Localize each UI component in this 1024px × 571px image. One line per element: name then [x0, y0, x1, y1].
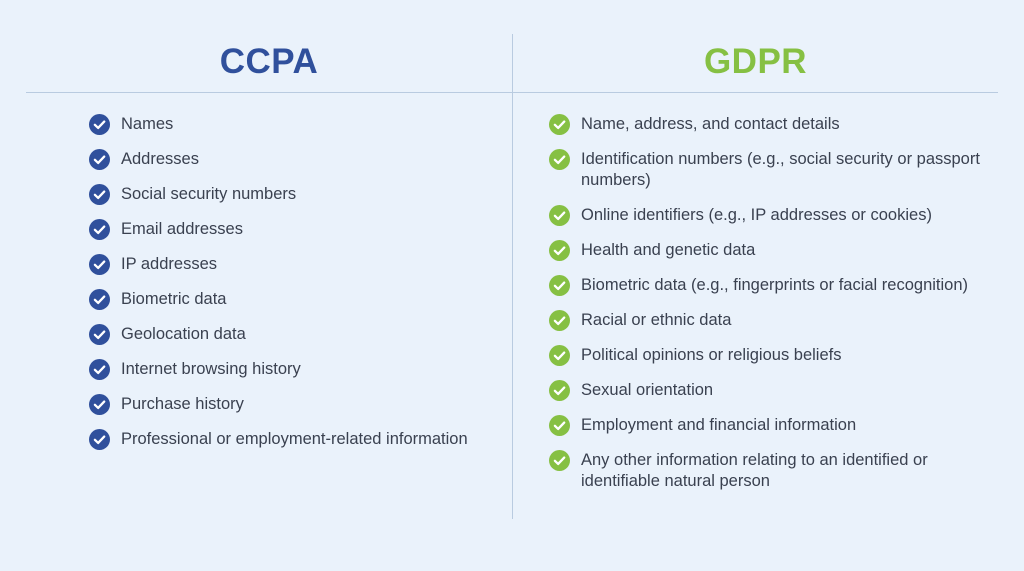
list-item — [89, 219, 469, 240]
ccpa-list — [89, 114, 469, 464]
gdpr-list — [549, 114, 989, 506]
check-circle-icon — [89, 324, 110, 345]
list-item-label: Email addresses — [121, 220, 243, 238]
list-item — [89, 429, 469, 450]
list-item-label: Sexual orientation — [581, 381, 714, 399]
list-item-label: Internet browsing history — [121, 360, 301, 378]
list-item — [549, 114, 989, 135]
check-circle-icon — [89, 394, 110, 415]
check-circle-icon — [89, 359, 110, 380]
check-circle-icon — [549, 149, 570, 170]
check-circle-icon — [549, 380, 570, 401]
list-item — [89, 184, 469, 205]
list-item — [549, 240, 989, 261]
check-circle-icon — [549, 310, 570, 331]
list-item-label: Racial or ethnic data — [581, 311, 732, 329]
list-item — [89, 394, 469, 415]
list-item-label: Social security numbers — [121, 185, 297, 203]
list-item-label: Biometric data — [121, 290, 227, 308]
list-item — [549, 310, 989, 331]
check-circle-icon — [89, 219, 110, 240]
list-item-label: Geolocation data — [121, 325, 246, 343]
list-item — [549, 415, 989, 436]
list-item — [89, 289, 469, 310]
check-circle-icon — [89, 149, 110, 170]
check-circle-icon — [549, 114, 570, 135]
list-item — [549, 345, 989, 366]
list-item — [549, 149, 989, 191]
gdpr-title: GDPR — [703, 42, 808, 81]
list-item — [549, 205, 989, 226]
list-item-label: Names — [121, 115, 174, 133]
check-circle-icon — [549, 205, 570, 226]
check-circle-icon — [89, 429, 110, 450]
header-divider — [26, 92, 998, 93]
list-item-label: IP addresses — [121, 255, 218, 273]
list-item-label: Employment and financial information — [581, 416, 857, 434]
list-item-label: Health and genetic data — [581, 241, 756, 259]
list-item — [89, 114, 469, 135]
list-item-label: Biometric data (e.g., fingerprints or facial recognition) — [581, 276, 969, 294]
list-item-label: Addresses — [121, 150, 199, 168]
check-circle-icon — [549, 345, 570, 366]
column-divider — [512, 34, 513, 519]
check-circle-icon — [89, 289, 110, 310]
check-circle-icon — [549, 450, 570, 471]
list-item-label: Political opinions or religious beliefs — [581, 346, 842, 364]
list-item-label: Professional or employment-related information — [121, 430, 468, 448]
ccpa-title: CCPA — [219, 42, 319, 81]
check-circle-icon — [89, 114, 110, 135]
check-circle-icon — [549, 415, 570, 436]
list-item — [89, 359, 469, 380]
list-item — [89, 254, 469, 275]
list-item-label: Purchase history — [121, 395, 244, 413]
list-item-label: Identification numbers (e.g., social security or passport numbers) — [581, 150, 980, 189]
list-item — [89, 324, 469, 345]
list-item-label: Online identifiers (e.g., IP addresses or cookies) — [581, 206, 932, 224]
list-item-label: Any other information relating to an identified or identifiable natural person — [581, 451, 928, 490]
check-circle-icon — [89, 184, 110, 205]
list-item — [549, 275, 989, 296]
list-item — [549, 380, 989, 401]
check-circle-icon — [549, 240, 570, 261]
check-circle-icon — [89, 254, 110, 275]
check-circle-icon — [549, 275, 570, 296]
list-item — [89, 149, 469, 170]
list-item-label: Name, address, and contact details — [581, 115, 840, 133]
list-item — [549, 450, 989, 492]
